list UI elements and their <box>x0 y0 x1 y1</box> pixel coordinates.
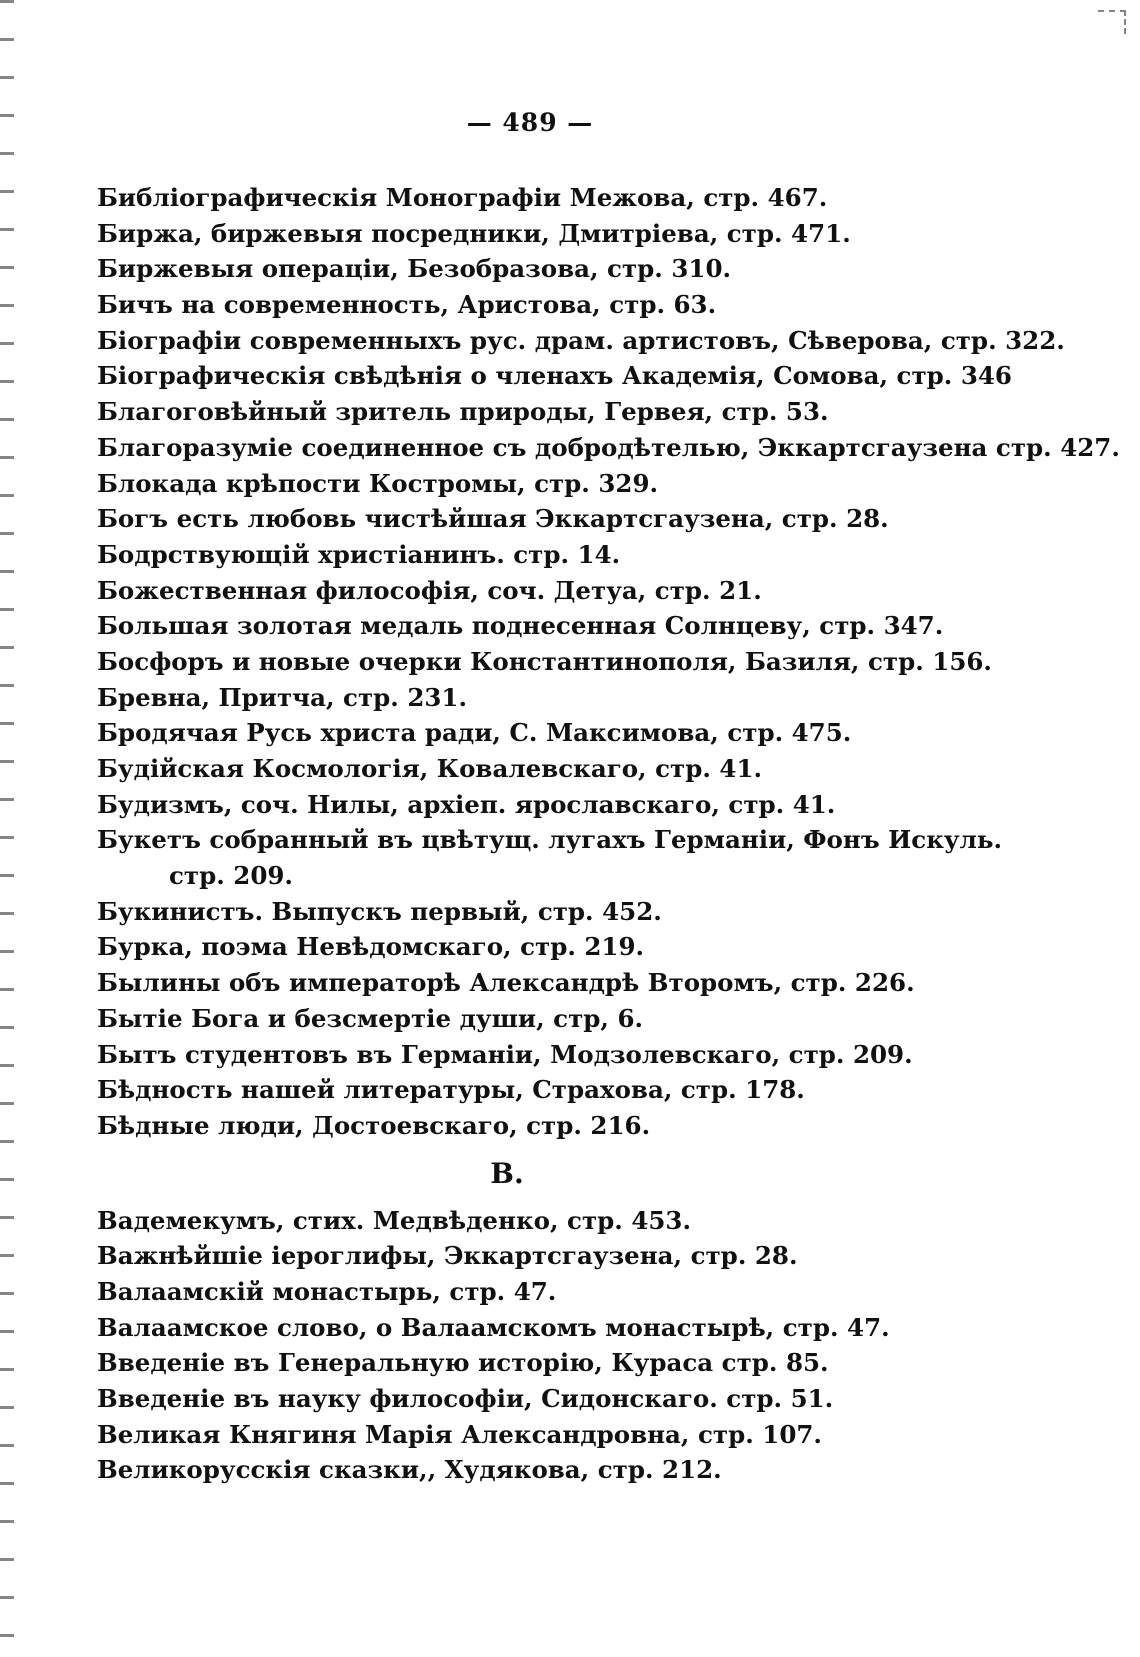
index-entry: Валаамскiй монастырь, стр. 47. <box>97 1276 557 1306</box>
index-entry: Вадемекумъ, стих. Медвѣденко, стр. 453. <box>97 1205 692 1235</box>
page-binding-edge <box>0 0 14 1657</box>
index-entry: Великорусскiя сказки,, Худякова, стр. 212. <box>97 1455 722 1485</box>
corner-scan-mark <box>1098 10 1126 34</box>
index-entry: Большая золотая медаль поднесенная Солнцеву, стр. 347. <box>97 611 944 641</box>
index-entry: Будiйская Космологiя, Ковалевскаго, стр. 41. <box>97 754 763 783</box>
page-number: — 489 — <box>466 108 594 137</box>
index-entry: Блокада крѣпости Костромы, стр. 329. <box>97 468 659 498</box>
index-entry: Бiографiи современныхъ рус. драм. артистовъ, Сѣверова, стр. 322. <box>97 325 1065 355</box>
index-entry: Бичъ на современность, Аристова, стр. 63. <box>97 290 717 320</box>
index-entry: Бродячая Русь христа ради, С. Максимова, стр. 475. <box>97 718 852 748</box>
index-entry: Важнѣйшiе iероглифы, Эккартсгаузена, стр. 28. <box>97 1241 798 1271</box>
index-entry: Былины объ императорѣ Александрѣ Второмъ, стр. 226. <box>97 968 915 998</box>
index-entry: Богъ есть любовь чистѣйшая Эккартсгаузена, стр. 28. <box>97 504 889 534</box>
index-entry: Великая Княгиня Марiя Александровна, стр. 107. <box>97 1419 822 1449</box>
index-entry: Бѣдность нашей литературы, Страхова, стр. 178. <box>97 1075 805 1105</box>
index-entry: Благоразумiе соединенное съ добродѣтелью, Эккартсгаузена стр. 427. <box>97 432 1120 462</box>
section-heading: В. <box>490 1156 524 1190</box>
index-entry: Бытъ студентовъ въ Германiи, Модзолевскаго, стр. 209. <box>97 1039 913 1069</box>
index-entry: Будизмъ, соч. Нилы, архiеп. ярославскаго, стр. 41. <box>97 789 836 819</box>
index-entry: Валаамское слово, о Валаамскомъ монастырѣ, стр. 47. <box>97 1312 890 1342</box>
index-entry: Биржа, биржевыя посредники, Дмитрiева, стр. 471. <box>97 218 851 248</box>
index-entry: Божественная философiя, соч. Детуа, стр. 21. <box>97 575 762 605</box>
index-entry: Бревна, Притча, стр. 231. <box>97 682 467 712</box>
index-entry: Биржевыя операцiи, Безобразова, стр. 310. <box>97 254 732 284</box>
index-entry: Библiографическiя Монографiи Межова, стр. 467. <box>97 183 828 212</box>
index-entry: Введенiе въ Генеральную исторiю, Кураса стр. 85. <box>97 1348 829 1378</box>
index-entries-list <box>97 180 1120 1488</box>
index-entry: Введенiе въ науку философiи, Сидонскаго. стр. 51. <box>97 1384 834 1413</box>
index-entry: Букинистъ. Выпускъ первый, стр. 452. <box>97 896 662 926</box>
index-entry: Бiографическiя свѣдѣнiя о членахъ Академiя, Сомова, стр. 346 <box>97 361 1012 391</box>
index-entry-continuation: стр. 209. <box>169 861 293 891</box>
index-entry: Благоговѣйный зритель природы, Гервея, стр. 53. <box>97 397 829 427</box>
index-entry: Букетъ собранный въ цвѣтущ. лугахъ Германiи, Фонъ Искуль. <box>97 825 1003 855</box>
index-entry: Босфоръ и новые очерки Константинополя, Базиля, стр. 156. <box>97 646 992 676</box>
index-entry: Бытiе Бога и безсмертiе души, стр, 6. <box>97 1003 644 1033</box>
index-entry: Бодрствующiй христiанинъ. стр. 14. <box>97 539 621 569</box>
index-entry: Бѣдные люди, Достоевскаго, стр. 216. <box>97 1110 651 1140</box>
index-entry: Бурка, поэма Невѣдомскаго, стр. 219. <box>97 932 645 962</box>
